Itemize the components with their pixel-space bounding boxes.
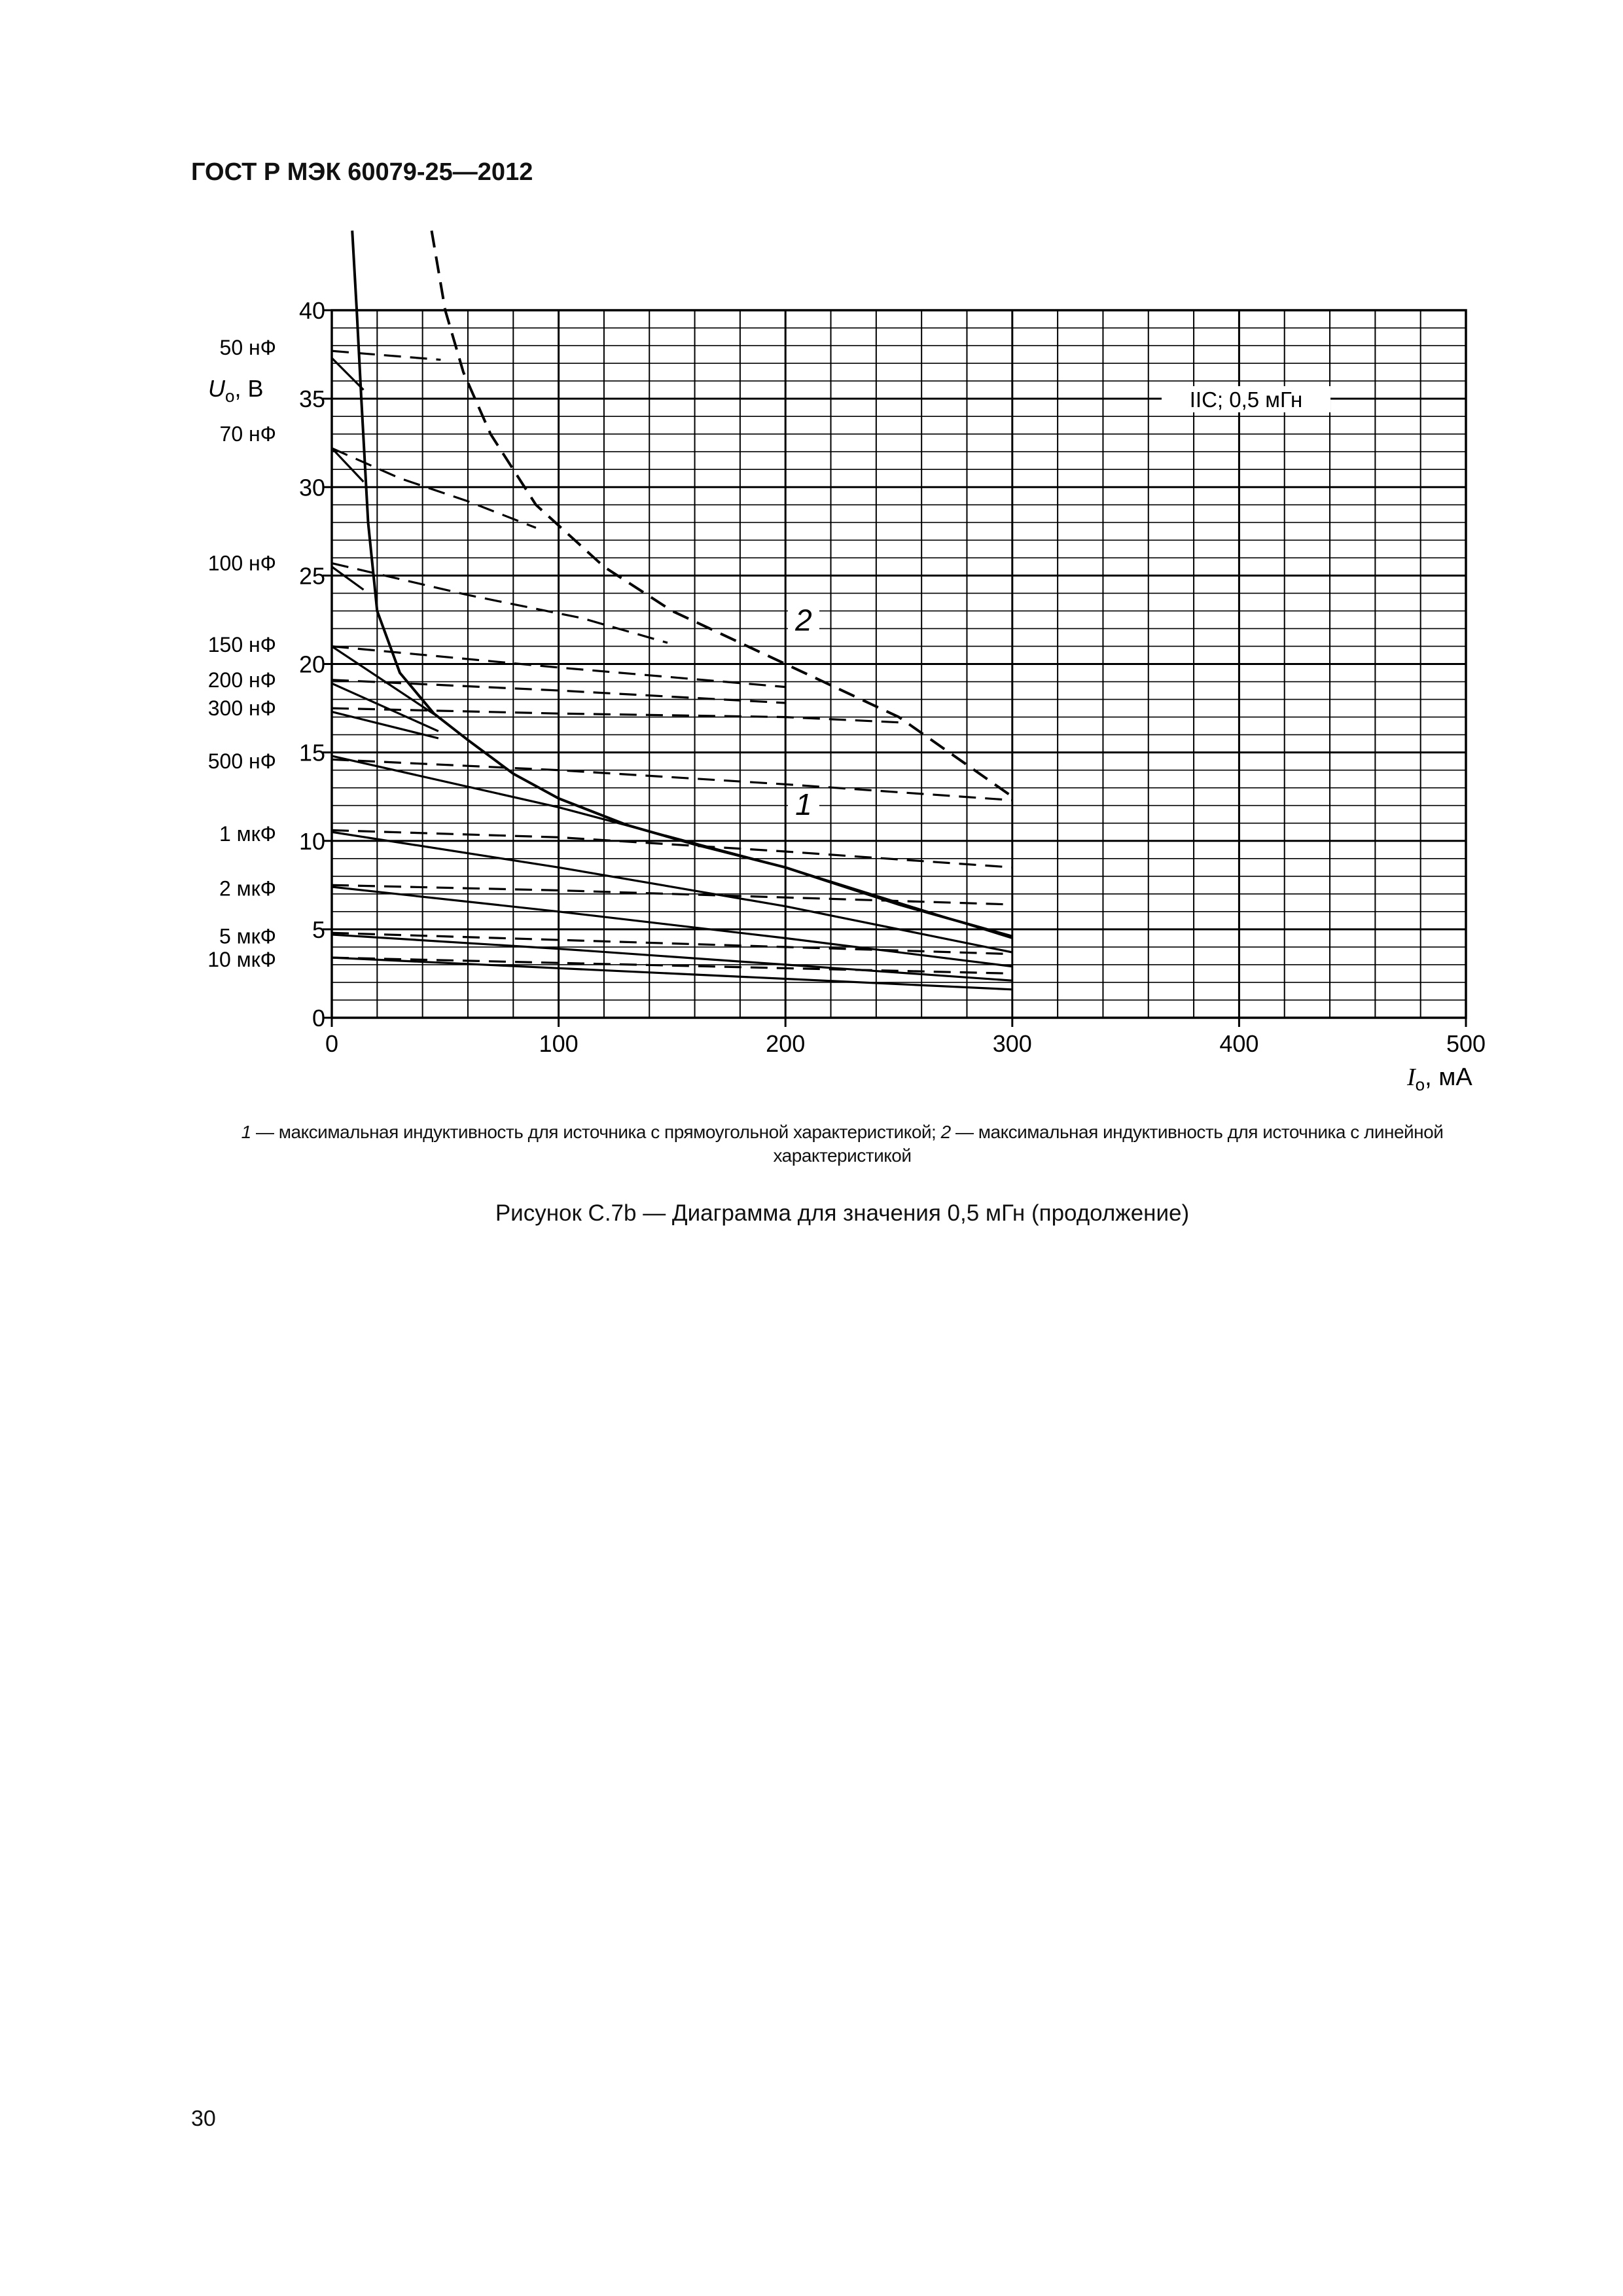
figure-caption: Рисунок С.7b — Диаграмма для значения 0,5 мГн (продолжение): [495, 1200, 1190, 1226]
capacitance-label: 70 нФ: [219, 422, 276, 446]
x-tick-label: 100: [539, 1030, 579, 1057]
y-tick-label: 10: [298, 827, 325, 855]
y-tick-label: 35: [298, 386, 325, 413]
y-tick-labels: [299, 297, 325, 1031]
series-line-dashed: [332, 351, 440, 360]
series-curve-1: [352, 230, 1012, 936]
x-tick-labels: [325, 1030, 1486, 1057]
x-tick-label: 200: [766, 1030, 806, 1057]
y-tick-label: 25: [298, 562, 325, 590]
legend-curve-1-text: — максимальная индуктивность для источника с прямоугольной характеристикой;: [251, 1122, 941, 1142]
x-axis-label-unit: , мА: [1425, 1064, 1472, 1091]
y-tick-label: 40: [298, 297, 325, 324]
curve-label: 1: [795, 787, 812, 821]
y-tick-label: 0: [312, 1005, 325, 1031]
capacitance-label: 1 мкФ: [219, 821, 276, 846]
y-tick-label: 5: [312, 916, 325, 943]
page-number: 30: [191, 2106, 216, 2131]
capacitance-label: 2 мкФ: [219, 876, 276, 901]
series-line-solid: [332, 448, 364, 482]
y-axis-label-sub: o: [225, 386, 235, 406]
figure-legend: [191, 1121, 1493, 1168]
capacitance-label: 5 мкФ: [219, 924, 276, 948]
capacitance-label: 200 нФ: [207, 668, 276, 692]
series-line-dashed: [332, 933, 1012, 954]
capacitance-label: 500 нФ: [207, 749, 276, 774]
y-axis-label-unit: , В: [234, 375, 264, 402]
capacitance-label: 150 нФ: [207, 632, 276, 656]
axes: [323, 310, 1466, 1027]
x-tick-label: 500: [1446, 1030, 1486, 1057]
series-line-dashed: [332, 708, 899, 723]
x-tick-label: 400: [1219, 1030, 1259, 1057]
y-axis-label-main: U: [208, 375, 225, 402]
x-tick-label: 300: [992, 1030, 1032, 1057]
y-tick-label: 15: [298, 739, 325, 766]
x-axis-label-sub: o: [1415, 1075, 1425, 1094]
x-tick-label: 0: [325, 1030, 339, 1057]
y-tick-label: 20: [298, 651, 325, 678]
capacitance-label: 10 мкФ: [207, 947, 276, 971]
series-line-dashed: [332, 958, 1012, 973]
chart-svg: [0, 0, 1623, 1113]
curve-label: 2: [795, 603, 812, 637]
chart-title: [1162, 386, 1330, 412]
y-axis-label: [208, 375, 263, 406]
series-line-solid: [332, 832, 1012, 952]
curve-labels: [788, 603, 819, 821]
series-line-solid: [332, 887, 1012, 967]
chart-title-text: IIC; 0,5 мГн: [1189, 387, 1303, 412]
document-header: ГОСТ Р МЭК 60079-25—2012: [191, 158, 533, 186]
legend-curve-2-text: — максимальная индуктивность для источника с линейной характеристикой: [773, 1122, 1444, 1166]
series-line-dashed: [332, 885, 1012, 905]
capacitance-label: 100 нФ: [207, 551, 276, 575]
legend-curve-1-num: 1: [241, 1122, 251, 1142]
capacitance-labels: [207, 336, 276, 971]
legend-curve-2-num: 2: [940, 1122, 951, 1142]
x-axis-label-main: I: [1407, 1064, 1416, 1091]
x-axis-label: [1406, 1064, 1472, 1094]
series-group: [332, 230, 1012, 989]
capacitance-label: 50 нФ: [219, 335, 276, 359]
capacitance-label: 300 нФ: [207, 696, 276, 721]
y-tick-label: 30: [298, 474, 325, 501]
